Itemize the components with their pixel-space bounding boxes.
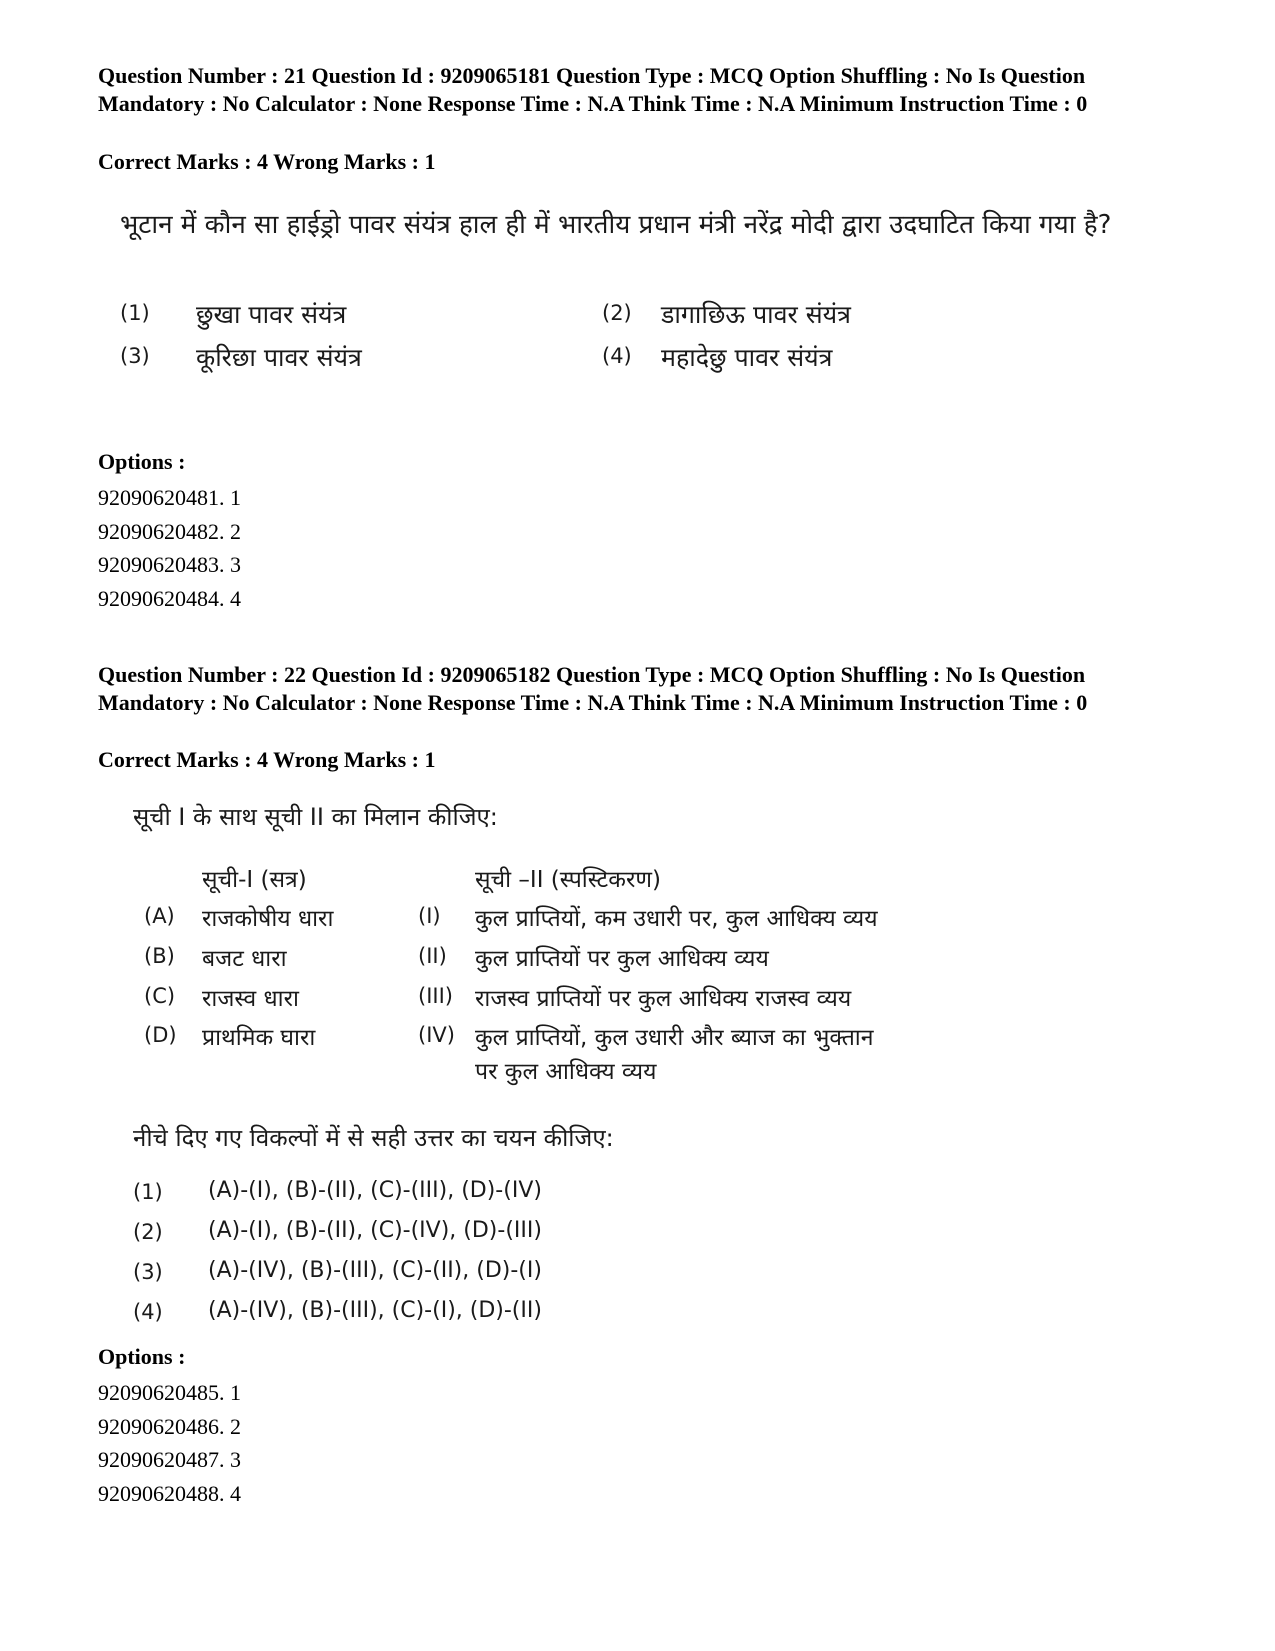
q22-row-ii-label: (II) bbox=[418, 944, 447, 968]
q21-option-4: 92090620484. 4 bbox=[98, 585, 241, 611]
q22-meta: Question Number : 22 Question Id : 9209065182 Question Type : MCQ Option Shuffling : No Is Question Mandatory : No Calculator : None Response Time : N.A Think Time : N.A Minimum Instruction Time : 0 bbox=[98, 662, 1088, 715]
q22-row-i-desc: कुल प्राप्तियों, कम उधारी पर, कुल आधिक्य व्यय bbox=[475, 906, 878, 932]
q22-option-3: 92090620487. 3 bbox=[98, 1447, 241, 1472]
q21-option-3: 92090620483. 3 bbox=[98, 552, 241, 577]
q22-answer-2-text: (A)-(I), (B)-(II), (C)-(IV), (D)-(III) bbox=[208, 1218, 542, 1243]
q22-row-c-term: राजस्व धारा bbox=[202, 986, 299, 1012]
q22-row-a-label: (A) bbox=[144, 904, 175, 928]
q22-row-iii-label: (III) bbox=[418, 984, 453, 1008]
q22-row-iii-desc: राजस्व प्राप्तियों पर कुल आधिक्य राजस्व व्यय bbox=[475, 986, 852, 1012]
q22-answer-1-text: (A)-(I), (B)-(II), (C)-(III), (D)-(IV) bbox=[208, 1178, 542, 1203]
q21-choice-4-text: महादेछु पावर संयंत्र bbox=[661, 343, 833, 372]
q22-answer-4-text: (A)-(IV), (B)-(III), (C)-(I), (D)-(II) bbox=[208, 1298, 542, 1323]
q21-choice-4-num: (4) bbox=[602, 344, 632, 368]
q22-options-list bbox=[98, 1376, 1178, 1510]
q22-row-iv-desc-cont: पर कुल आधिक्य व्यय bbox=[475, 1059, 657, 1085]
q22-option-2: 92090620486. 2 bbox=[98, 1413, 241, 1439]
q22-marks: Correct Marks : 4 Wrong Marks : 1 bbox=[98, 747, 436, 772]
q21-choice-1-num: (1) bbox=[120, 301, 150, 325]
q22-row-iv-label: (IV) bbox=[418, 1023, 455, 1047]
q22-answer-3-text: (A)-(IV), (B)-(III), (C)-(II), (D)-(I) bbox=[208, 1258, 542, 1283]
q22-intro: सूची I के साथ सूची II का मिलान कीजिए: bbox=[133, 803, 498, 831]
q21-option-1: 92090620481. 1 bbox=[98, 485, 241, 510]
q21-question-text: भूटान में कौन सा हाईड्रो पावर संयंत्र हाल ही में भारतीय प्रधान मंत्री नरेंद्र मोदी द्वारा उदघाटित किया गया है? bbox=[120, 210, 1112, 240]
q21-marks: Correct Marks : 4 Wrong Marks : 1 bbox=[98, 149, 436, 174]
q22-options-title: Options : bbox=[98, 1344, 186, 1369]
q21-choice-3-num: (3) bbox=[120, 344, 150, 368]
q22-answer-3-num: (3) bbox=[133, 1260, 163, 1284]
q21-meta: Question Number : 21 Question Id : 9209065181 Question Type : MCQ Option Shuffling : No Is Question Mandatory : No Calculator : None Response Time : N.A Think Time : N.A Minimum Instruction Time : 0 bbox=[98, 63, 1088, 116]
q21-choice-2-num: (2) bbox=[602, 301, 632, 325]
q22-list1-header: सूची-I (सत्र) bbox=[202, 867, 307, 893]
q22-row-d-label: (D) bbox=[144, 1023, 177, 1047]
q21-options-title: Options : bbox=[98, 449, 186, 474]
q22-row-ii-desc: कुल प्राप्तियों पर कुल आधिक्य व्यय bbox=[475, 946, 769, 972]
q21-options-list bbox=[98, 481, 1178, 615]
q22-row-a-term: राजकोषीय धारा bbox=[202, 906, 334, 932]
q22-list2-header: सूची –II (स्पस्टिकरण) bbox=[475, 867, 661, 893]
q22-row-b-term: बजट धारा bbox=[202, 946, 287, 972]
q22-row-d-term: प्राथमिक घारा bbox=[202, 1025, 316, 1051]
q22-option-4: 92090620488. 4 bbox=[98, 1480, 241, 1506]
q22-answer-4-num: (4) bbox=[133, 1300, 163, 1324]
q21-choice-2-text: डागाछिऊ पावर संयंत्र bbox=[661, 300, 851, 329]
q22-row-b-label: (B) bbox=[144, 944, 175, 968]
q22-select-prompt: नीचे दिए गए विकल्पों में से सही उत्तर का चयन कीजिए: bbox=[133, 1124, 614, 1152]
q21-choice-1-text: छुखा पावर संयंत्र bbox=[196, 300, 347, 329]
q22-row-c-label: (C) bbox=[144, 984, 176, 1008]
q22-option-1: 92090620485. 1 bbox=[98, 1380, 241, 1405]
q22-answer-2-num: (2) bbox=[133, 1220, 163, 1244]
q22-row-i-label: (I) bbox=[418, 904, 441, 928]
q21-option-2: 92090620482. 2 bbox=[98, 518, 241, 544]
q22-row-iv-desc: कुल प्राप्तियों, कुल उधारी और ब्याज का भुक्तान bbox=[475, 1025, 874, 1051]
q21-choice-3-text: कूरिछा पावर संयंत्र bbox=[196, 343, 362, 372]
q22-answer-1-num: (1) bbox=[133, 1180, 163, 1204]
